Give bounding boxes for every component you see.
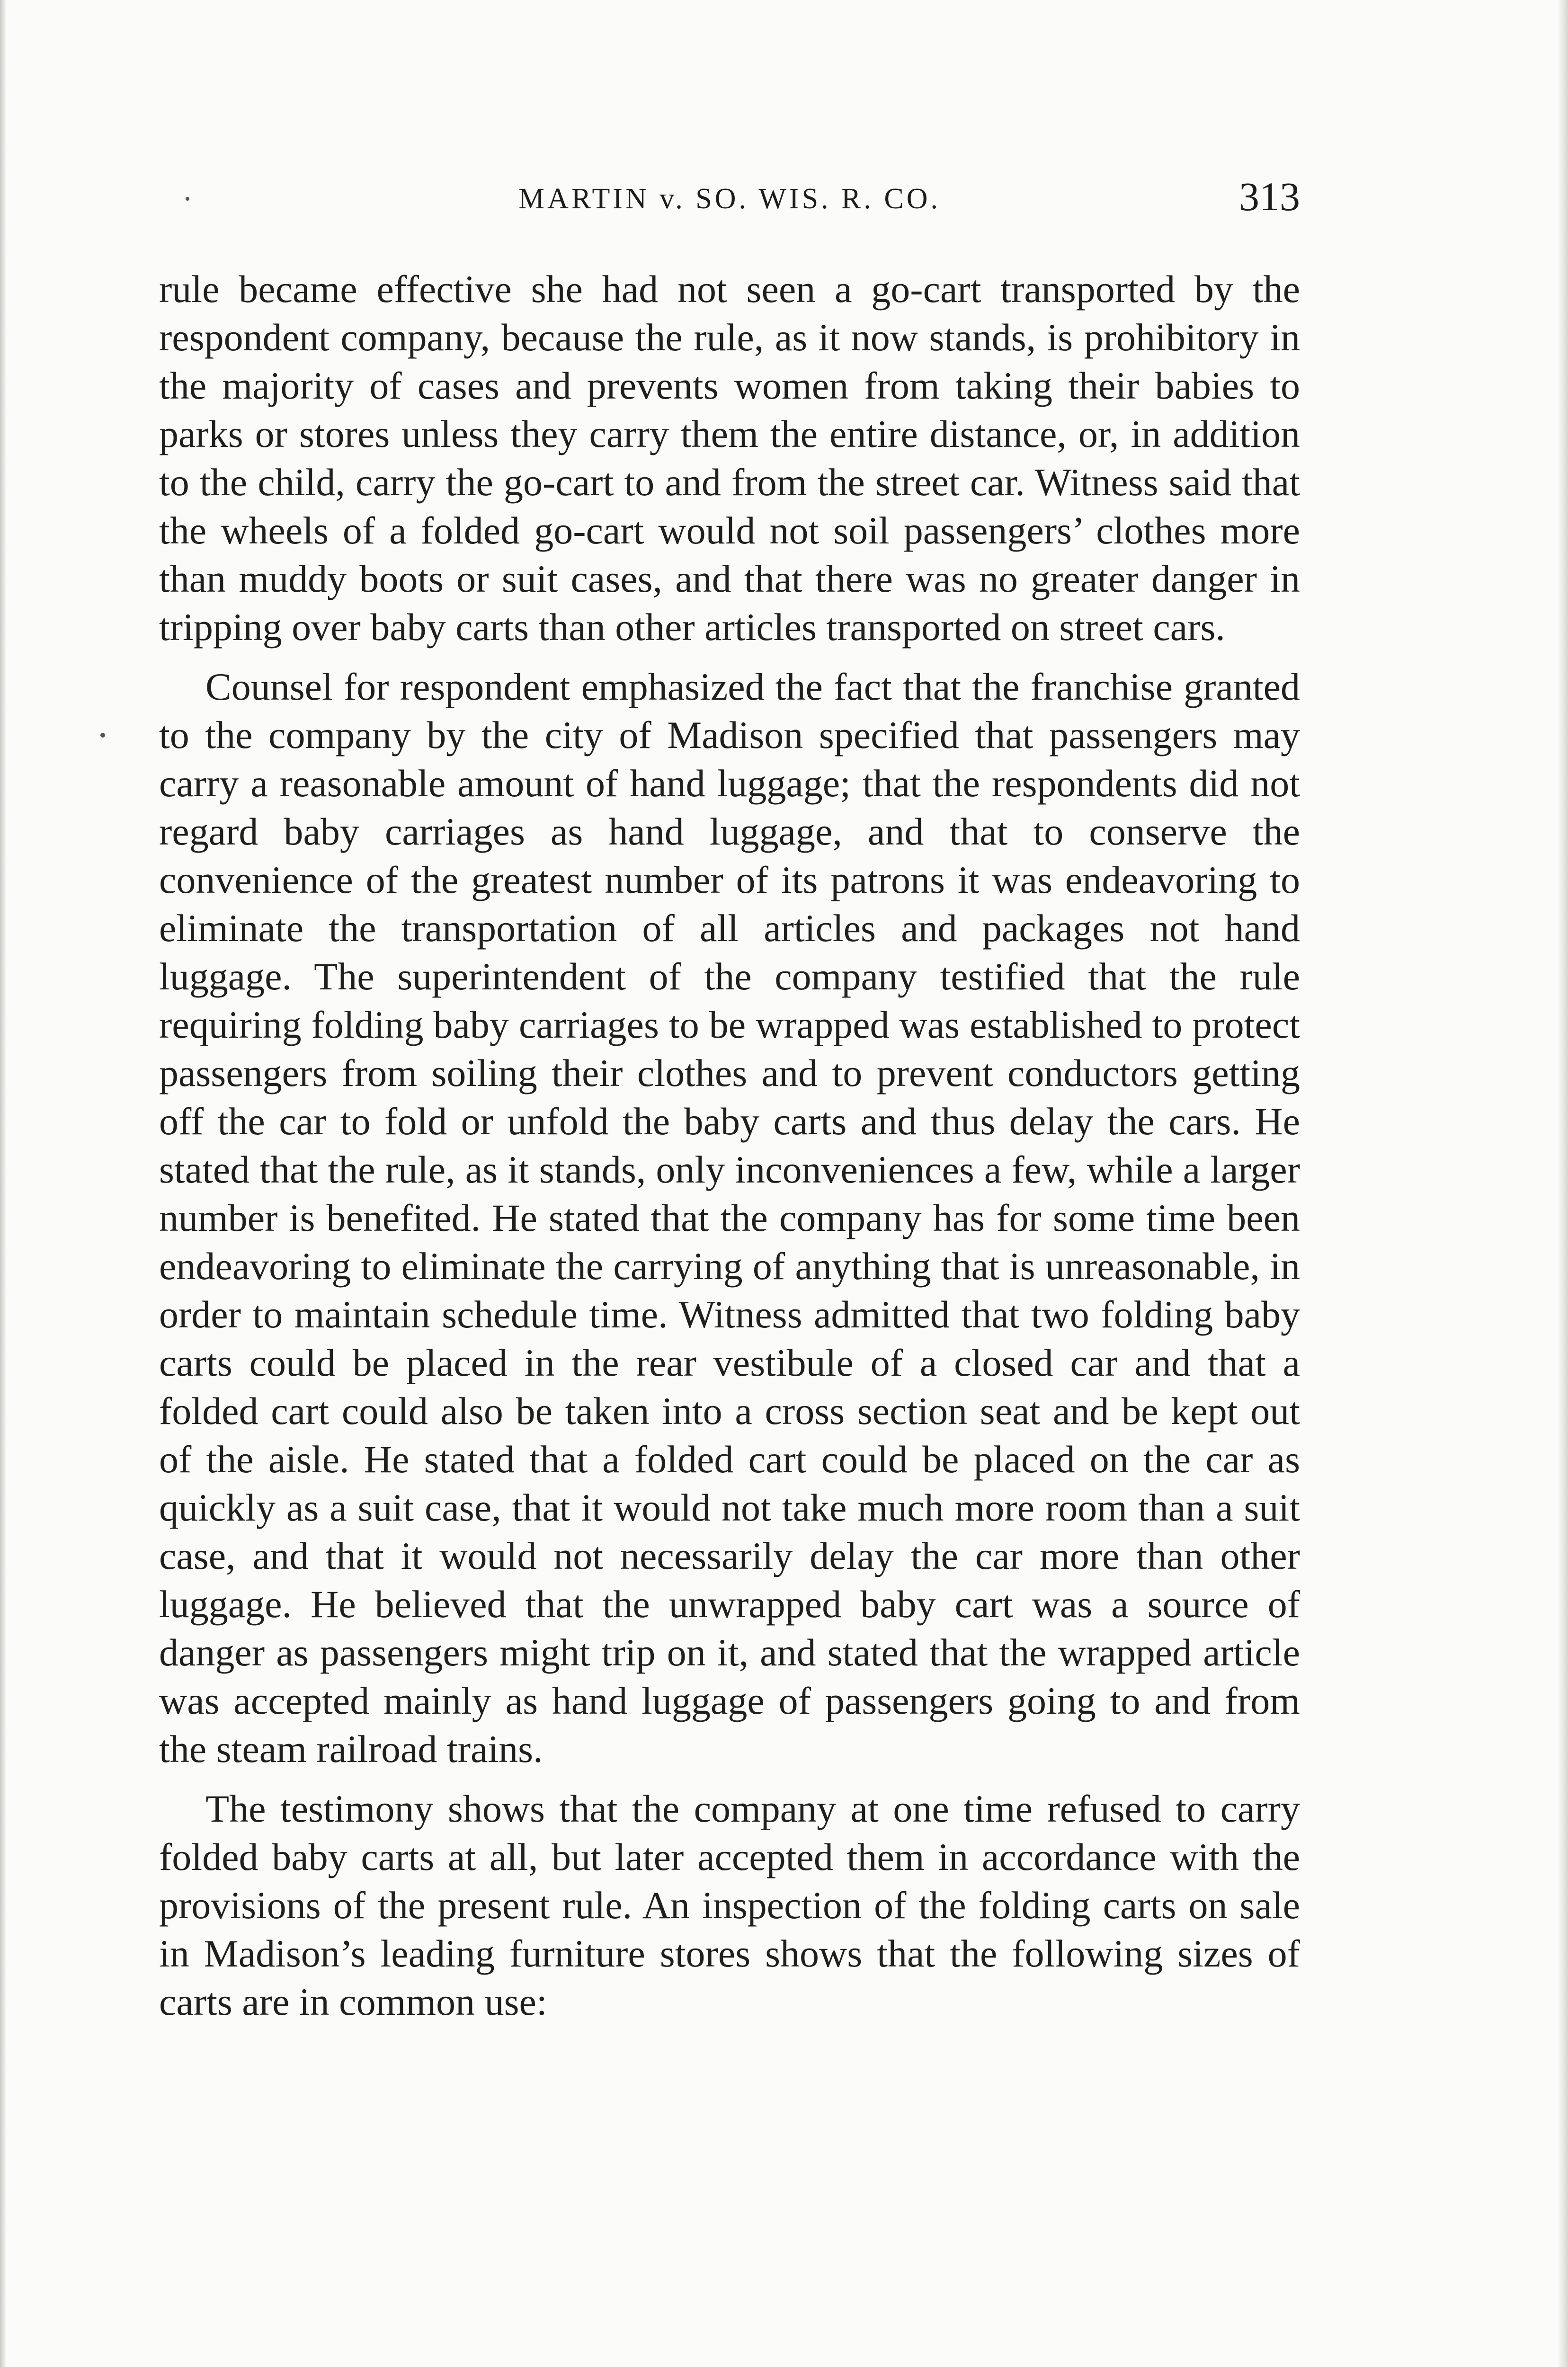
scan-edge-left <box>0 0 7 2367</box>
paragraph-3: The testimony shows that the company at one time refused to carry folded baby carts at all, but later accepted them in accordance with the provisions of the present rule. An inspection of the folding carts on sale in Madison’s leading furniture stores shows that the following sizes of carts are in common use: <box>159 1787 1300 2023</box>
page-header <box>159 173 1300 230</box>
page-number: 313 <box>1239 174 1300 219</box>
scan-speck <box>100 733 105 738</box>
body-text <box>159 265 1300 2026</box>
scan-edge-right <box>1558 0 1568 2367</box>
paragraph-1: rule became effective she had not seen a go-cart transported by the respondent company, because the rule, as it now stands, is prohibitory in the majority of cases and prevents women from taking their babies to parks or stores unless they carry them the entire distance, or, in addition to the child, carry the go-cart to and from the street car. Witness said that the wheels of a folded go-cart would not soil passengers’ clothes more than muddy boots or suit cases, and that there was no greater danger in tripping over baby carts than other articles transported on street cars. <box>159 267 1300 649</box>
paragraph-2: Counsel for respondent emphasized the fact that the franchise granted to the company by the city of Madison specified that passengers may carry a reasonable amount of hand luggage; that the respondents did not regard baby carriages as hand luggage, and that to conserve the convenience of the greatest number of its patrons it was endeavoring to eliminate the transportation of all articles and packages not hand luggage. The superintendent of the company testified that the rule requiring folding baby carriages to be wrapped was established to protect passengers from soiling their clothes and to prevent conductors getting off the car to fold or unfold the baby carts and thus delay the cars. He stated that the rule, as it stands, only inconveniences a few, while a larger number is benefited. He stated that the company has for some time been endeavoring to eliminate the carrying of anything that is unreasonable, in order to maintain schedule time. Witness admitted that two folding baby carts could be placed in the rear vestibule of a closed car and that a folded cart could also be taken into a cross section seat and be kept out of the aisle. He stated that a folded cart could be placed on the car as quickly as a suit case, that it would not take much more room than a suit case, and that it would not necessarily delay the car more than other luggage. He believed that the unwrapped baby cart was a source of danger as passengers might trip on it, and stated that the wrapped article was accepted mainly as hand luggage of passengers going to and from the steam railroad trains. <box>159 665 1300 1771</box>
running-head: MARTIN v. SO. WIS. R. CO. <box>518 183 941 215</box>
